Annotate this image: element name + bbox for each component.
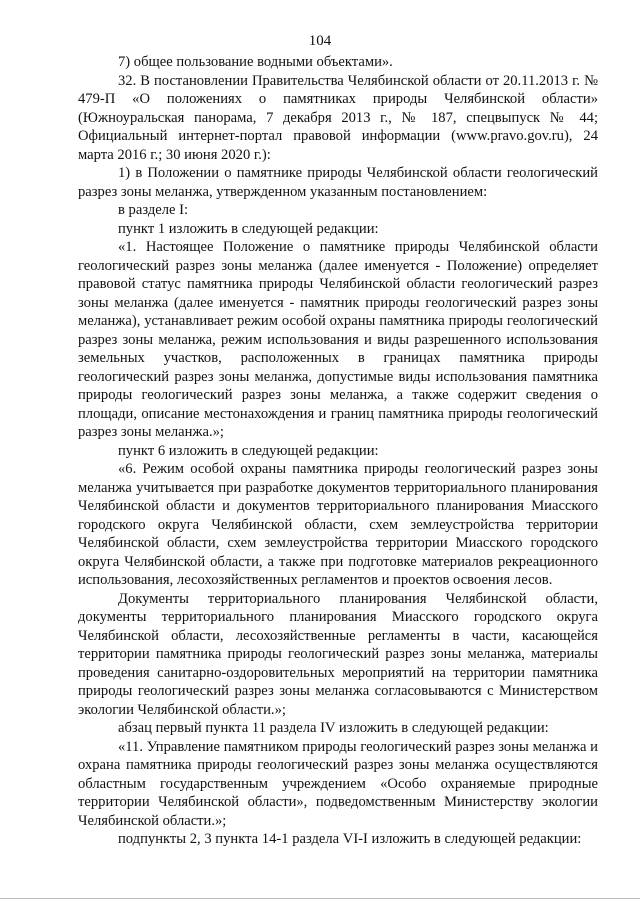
paragraph: «1. Настоящее Положение о памятнике природы Челябинской области геологический разрез зоны меланжа (далее именуется - Положение) определяет правовой статус памятника природы Челябинской области геологический разрез зоны меланжа (далее именуется - памятник природы геологический разрез зоны меланжа), устанавливает режим особой охраны памятника природы геологический разрез зоны меланжа, режим использования и виды разрешенного использования земельных участков, расположенных в границах памятника природы геологический разрез зоны меланжа, допустимые виды использования памятника природы геологический разрез зоны меланжа, а также содержит сведения о площади, описание местонахождения и границ памятника природы геологический разрез зоны меланжа.»; [78, 239, 598, 440]
paragraph: «6. Режим особой охраны памятника природы геологический разрез зоны меланжа учитывается при разработке документов территориального планирования Челябинской области и документов территориального планирования Миасского городского округа Челябинской области, схем землеустройства территории Челябинской области, схем землеустройства территории Миасского городского округа Челябинской области, а также при подготовке материалов рекреационного использования, лесохозяйственных регламентов и проектов освоения лесов. [78, 461, 598, 588]
paragraph: подпункты 2, 3 пункта 14-1 раздела VI-I изложить в следующей редакции: [118, 831, 582, 847]
paragraph: 1) в Положении о памятнике природы Челябинской области геологический разрез зоны меланжа, утвержденном указанным постановлением: [78, 165, 598, 200]
paragraph: пункт 6 изложить в следующей редакции: [118, 442, 379, 459]
paragraph: в разделе I: [118, 202, 189, 218]
paragraph: 32. В постановлении Правительства Челябинской области от 20.11.2013 г. № 479-П «О положениях о памятниках природы Челябинской области» (Южноуральская панорама, 7 декабря 2013 г., № 187, спецвыпуск № 44; Официальный интернет-портал правовой информации (www.pravo.gov.ru), 24 марта 2016 г.; 30 июня 2020 г.): [78, 72, 598, 163]
page-bottom-divider [0, 898, 640, 899]
paragraph: «11. Управление памятником природы геологический разрез зоны меланжа и охрана памятника природы геологический разрез зоны меланжа осуществляются областным государственным учреждением «Особо охраняемые природные территории Челябинской области», подведомственным Министерству экологии Челябинской области.»; [78, 738, 598, 829]
paragraph: Документы территориального планирования Челябинской области, документы территориального планирования Миасского городского округа Челябинской области, лесохозяйственные регламенты в части, касающейся территории памятника природы геологический разрез зоны меланжа, материалы проведения санитарно-оздоровительных мероприятий на территории памятника природы геологический разрез зоны меланжа согласовываются с Министерством экологии Челябинской области.»; [78, 590, 598, 718]
page-number: 104 [308, 33, 332, 49]
paragraph: абзац первый пункта 11 раздела IV изложить в следующей редакции: [118, 720, 549, 736]
paragraph: пункт 1 изложить в следующей редакции: [118, 220, 379, 237]
paragraph: 7) общее пользование водными объектами». [118, 54, 393, 70]
document-body [78, 53, 598, 849]
